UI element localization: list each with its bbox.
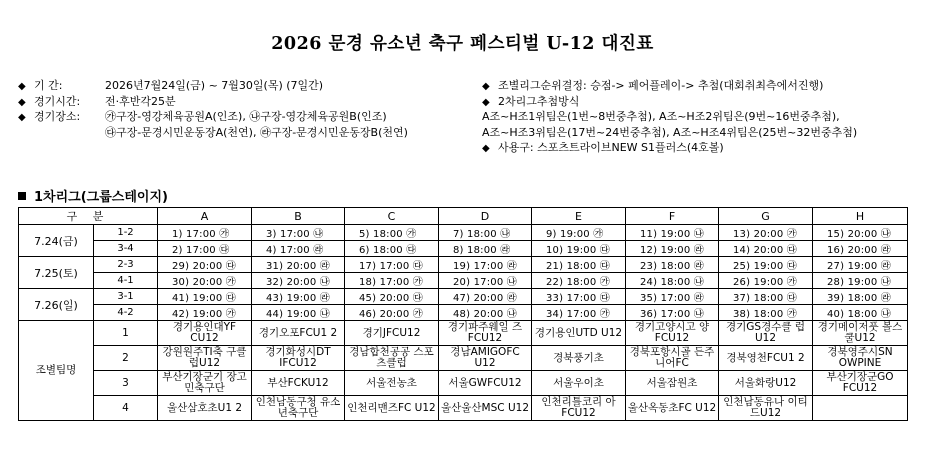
info-value: ㉮구장-영강체육공원A(인조), ㉯구장-영강체육공원B(인조) [105,110,387,123]
match-cell: 30) 20:00 ㉮ [158,273,252,289]
team-name-cell: 인천리틀코리 아FCU12 [532,396,626,421]
round-label: 4-2 [94,305,158,321]
round-label: 3-1 [94,289,158,305]
team-name-cell: 경기고양시고 양FCU12 [626,321,719,346]
match-cell: 28) 19:00 ㉯ [813,273,908,289]
match-cell: 39) 18:00 ㉱ [813,289,908,305]
schedule-info-right [482,78,857,156]
match-row [19,257,908,273]
header-group-d: D [439,208,532,225]
match-date: 7.25(토) [19,257,94,289]
match-cell: 17) 17:00 ㉰ [345,257,439,273]
match-row [19,273,908,289]
section-title: 1차리그(그룹스테이지) [34,190,168,205]
team-name-cell: 경북영천FCU1 2 [719,346,813,371]
square-bullet-icon [18,192,26,200]
diamond-bullet-icon: ◆ [18,81,26,92]
match-cell: 7) 18:00 ㉯ [439,225,532,241]
team-name-cell: 부산기장군GO FCU12 [813,371,908,396]
info-ball-row [482,140,857,156]
header-group-a: A [158,208,252,225]
section-heading [18,186,168,205]
team-name-cell: 부산기장군기 장고민축구단 [158,371,252,396]
match-cell: 19) 17:00 ㉱ [439,257,532,273]
match-cell: 11) 19:00 ㉯ [626,225,719,241]
bracket-table [18,207,908,421]
header-gubun: 구 분 [19,208,158,225]
match-cell: 29) 20:00 ㉰ [158,257,252,273]
match-row [19,305,908,321]
match-cell: 46) 20:00 ㉮ [345,305,439,321]
team-name-cell: 울산울산MSC U12 [439,396,532,421]
diamond-bullet-icon: ◆ [482,143,490,154]
team-name-cell: 서울우이초 [532,371,626,396]
team-name-cell: 경남합천공공 스포츠클럽 [345,346,439,371]
team-name-cell: 서울잠원초 [626,371,719,396]
round-label: 3-4 [94,241,158,257]
match-cell: 40) 18:00 ㉯ [813,305,908,321]
header-group-b: B [252,208,345,225]
match-date: 7.26(일) [19,289,94,321]
match-cell: 36) 17:00 ㉯ [626,305,719,321]
team-name-cell: 강원원주TI축 구클럽U12 [158,346,252,371]
match-cell: 14) 20:00 ㉰ [719,241,813,257]
match-cell: 45) 20:00 ㉰ [345,289,439,305]
info-value: 2026년7월24일(금) ~ 7월30일(목) (7일간) [105,79,324,92]
match-cell: 22) 18:00 ㉮ [532,273,626,289]
match-cell: 16) 20:00 ㉱ [813,241,908,257]
diamond-bullet-icon: ◆ [482,81,490,92]
team-name-cell: 경기오포FCU1 2 [252,321,345,346]
header-group-c: C [345,208,439,225]
team-row [19,396,908,421]
match-cell: 41) 19:00 ㉰ [158,289,252,305]
team-name-cell: 경기메이저풋 볼스쿨U12 [813,321,908,346]
team-name-cell: 경남AMIGOFC U12 [439,346,532,371]
info-value: A조~H조1위팀은(1번~8번중추첨), A조~H조2위팀은(9번~16번중추첨), [482,110,840,123]
match-cell: 35) 17:00 ㉱ [626,289,719,305]
info-value: 2차리그추첨방식 [498,94,580,108]
team-name-cell [813,396,908,421]
info-label: 기 간: [34,79,63,92]
match-row [19,289,908,305]
info-value: 사용구: 스포츠트라이브NEW S1플러스(4호볼) [498,141,724,154]
team-name-cell: 경북포항시골 든주니어FC [626,346,719,371]
info-value: A조~H조3위팀은(17번~24번중추첨), A조~H조4위팀은(25번~32번중추첨) [482,125,858,139]
match-cell: 8) 18:00 ㉱ [439,241,532,257]
info-draw-detail-2 [482,125,857,141]
team-row [19,321,908,346]
match-cell: 10) 19:00 ㉰ [532,241,626,257]
info-value: 전·후반각25분 [105,94,176,108]
match-cell: 48) 20:00 ㉯ [439,305,532,321]
header-group-h: H [813,208,908,225]
match-cell: 15) 20:00 ㉯ [813,225,908,241]
team-name-cell: 인천남동구청 유소년축구단 [252,396,345,421]
match-cell: 27) 19:00 ㉱ [813,257,908,273]
header-group-e: E [532,208,626,225]
team-name-cell: 부산FCKU12 [252,371,345,396]
match-cell: 13) 20:00 ㉮ [719,225,813,241]
match-cell: 37) 18:00 ㉰ [719,289,813,305]
match-date: 7.24(금) [19,225,94,257]
team-name-cell: 경기파주웨일 즈FCU12 [439,321,532,346]
team-row [19,346,908,371]
match-cell: 5) 18:00 ㉮ [345,225,439,241]
round-label: 2-3 [94,257,158,273]
info-label: 경기시간: [34,94,81,108]
team-name-cell: 울산옥동초FC U12 [626,396,719,421]
match-cell: 42) 19:00 ㉮ [158,305,252,321]
round-label: 4-1 [94,273,158,289]
team-slot-number: 3 [94,371,158,396]
team-slot-number: 4 [94,396,158,421]
match-cell: 23) 18:00 ㉱ [626,257,719,273]
match-cell: 6) 18:00 ㉰ [345,241,439,257]
team-name-cell: 울산삼호초U1 2 [158,396,252,421]
diamond-bullet-icon: ◆ [18,112,26,123]
team-name-cell: 경기GS경수클 럽U12 [719,321,813,346]
match-row [19,225,908,241]
match-cell: 2) 17:00 ㉰ [158,241,252,257]
page-title: 2026 문경 유소년 축구 페스티벌 U-12 대진표 [271,34,654,54]
info-value: 조별리그순위결정: 승점-> 페어플레이-> 추첨(대회취최측에서진행) [498,79,824,92]
team-name-cell: 경기JFCU12 [345,321,439,346]
match-cell: 24) 18:00 ㉯ [626,273,719,289]
match-cell: 3) 17:00 ㉯ [252,225,345,241]
info-time-row [18,94,408,110]
team-name-cell: 서울전농초 [345,371,439,396]
match-cell: 25) 19:00 ㉰ [719,257,813,273]
info-draw-detail-1 [482,109,857,125]
teams-label: 조별팀명 [19,321,94,421]
match-cell: 31) 20:00 ㉱ [252,257,345,273]
info-venue-row [18,109,408,125]
match-cell: 21) 18:00 ㉰ [532,257,626,273]
info-draw-row [482,94,857,110]
match-row [19,241,908,257]
match-cell: 44) 19:00 ㉯ [252,305,345,321]
match-cell: 12) 19:00 ㉱ [626,241,719,257]
round-label: 1-2 [94,225,158,241]
team-name-cell: 경북영주시SN OWPINE [813,346,908,371]
team-name-cell: 서울GWFCU12 [439,371,532,396]
info-value: ㉰구장-문경시민운동장A(천연), ㉱구장-문경시민운동장B(천연) [105,125,408,139]
team-row [19,371,908,396]
table-header-row [19,208,908,225]
team-slot-number: 1 [94,321,158,346]
match-cell: 9) 19:00 ㉮ [532,225,626,241]
match-cell: 47) 20:00 ㉱ [439,289,532,305]
match-cell: 26) 19:00 ㉮ [719,273,813,289]
team-name-cell: 경기용인UTD U12 [532,321,626,346]
header-group-g: G [719,208,813,225]
diamond-bullet-icon: ◆ [18,96,26,108]
team-slot-number: 2 [94,346,158,371]
info-label: 경기장소: [34,110,81,123]
match-cell: 33) 17:00 ㉰ [532,289,626,305]
match-cell: 32) 20:00 ㉯ [252,273,345,289]
team-name-cell: 서울화랑U12 [719,371,813,396]
info-ranking-row [482,78,857,94]
match-cell: 43) 19:00 ㉱ [252,289,345,305]
team-name-cell: 경북풍기초 [532,346,626,371]
team-name-cell: 경기화성시DT IFCU12 [252,346,345,371]
match-cell: 4) 17:00 ㉱ [252,241,345,257]
schedule-info-left [18,78,408,140]
team-name-cell: 경기용인대YF CU12 [158,321,252,346]
team-name-cell: 인천리맨즈FC U12 [345,396,439,421]
match-cell: 34) 17:00 ㉮ [532,305,626,321]
header-group-f: F [626,208,719,225]
info-venue-row-2 [18,125,408,141]
match-cell: 38) 18:00 ㉮ [719,305,813,321]
diamond-bullet-icon: ◆ [482,96,490,108]
match-cell: 1) 17:00 ㉮ [158,225,252,241]
info-period-row [18,78,408,94]
match-cell: 20) 17:00 ㉯ [439,273,532,289]
team-name-cell: 인천남동유나 이티드U12 [719,396,813,421]
match-cell: 18) 17:00 ㉮ [345,273,439,289]
